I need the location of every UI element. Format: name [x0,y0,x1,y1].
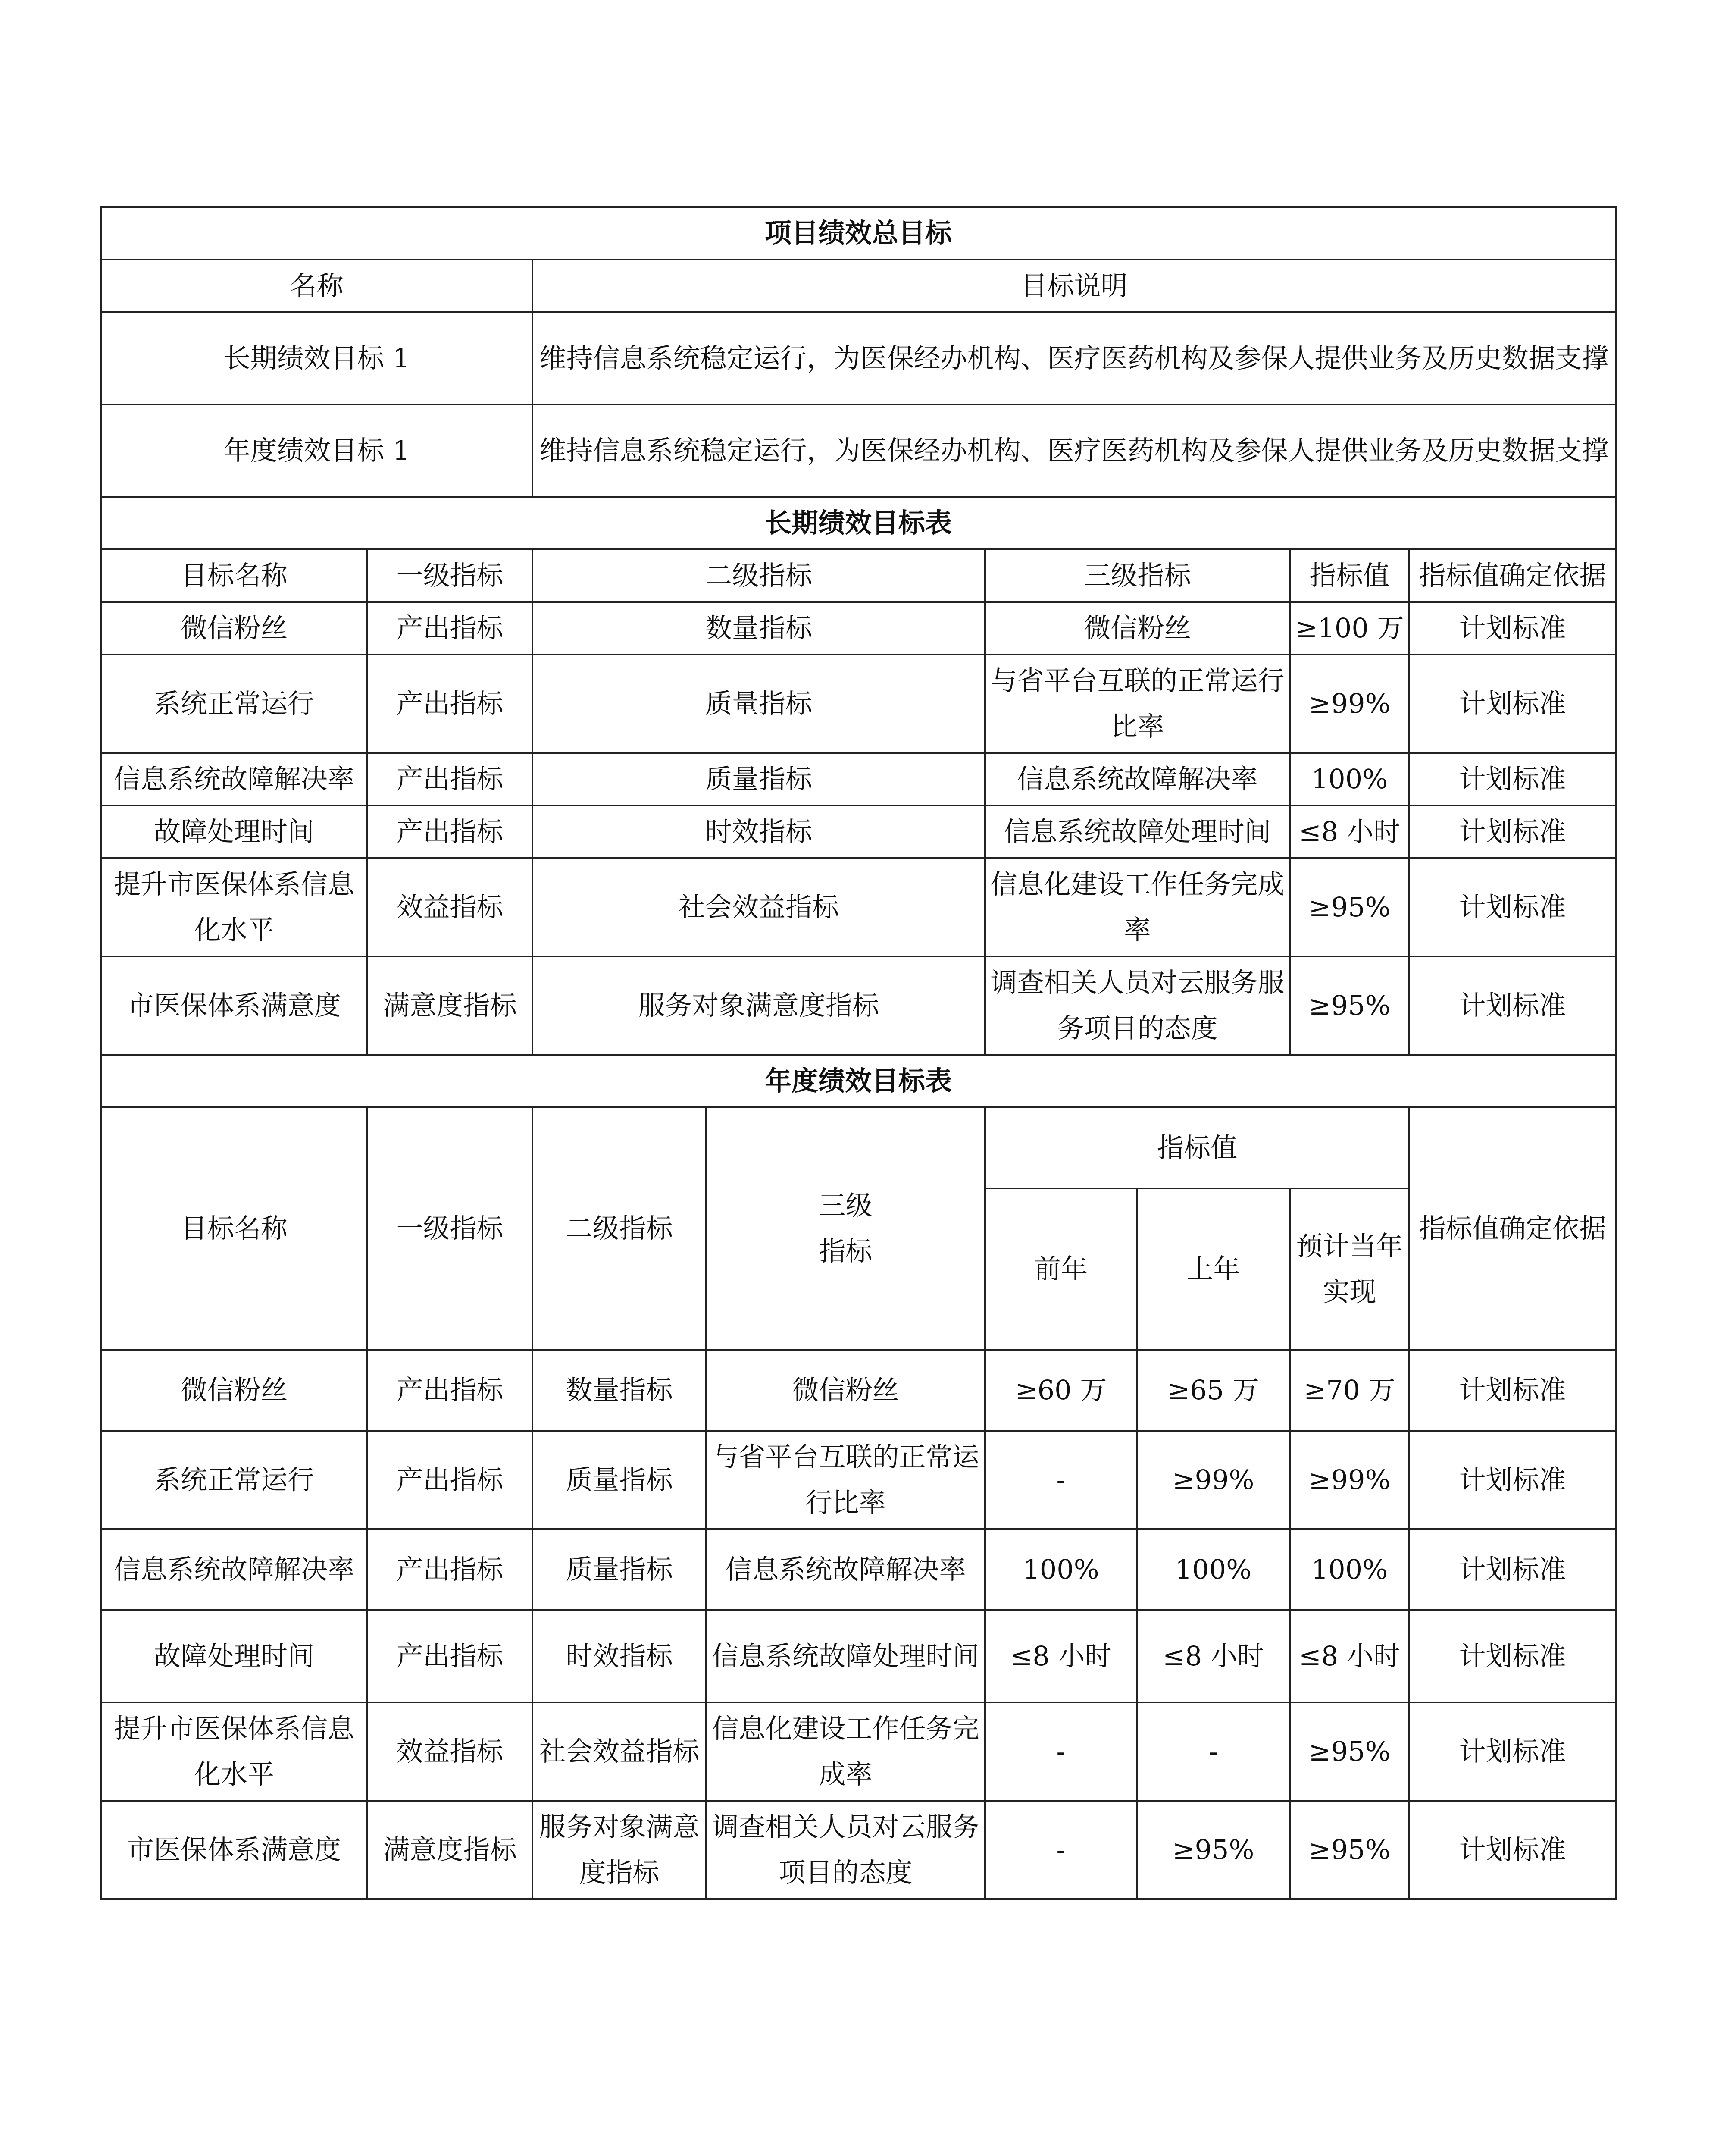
long-term-header: 指标值 [1290,549,1409,602]
long-term-header: 一级指标 [367,549,532,602]
annual-cell-l3: 信息系统故障处理时间 [706,1610,985,1702]
long-term-cell-l3: 调查相关人员对云服务服务项目的态度 [985,956,1290,1055]
annual-header-prev: 前年 [985,1188,1137,1350]
annual-cell-prev: - [985,1801,1137,1899]
annual-cell-name: 信息系统故障解决率 [101,1529,367,1610]
long-term-cell-basis: 计划标准 [1409,602,1616,655]
long-term-cell-l1: 产出指标 [367,753,532,805]
annual-header-l3-line2: 指标 [819,1235,873,1267]
annual-cell-l2: 社会效益指标 [532,1702,706,1801]
annual-header-current: 预计当年实现 [1290,1188,1409,1350]
long-term-cell-name: 信息系统故障解决率 [101,753,367,805]
annual-cell-name: 系统正常运行 [101,1431,367,1529]
annual-header-name: 目标名称 [101,1107,367,1350]
annual-header-l3-line1: 三级 [819,1190,873,1221]
annual-cell-current: 100% [1290,1529,1409,1610]
annual-cell-l2: 质量指标 [532,1431,706,1529]
long-term-cell-l2: 数量指标 [532,602,985,655]
long-term-cell-value: 100% [1290,753,1409,805]
annual-cell-prev: - [985,1431,1137,1529]
annual-cell-l2: 服务对象满意度指标 [532,1801,706,1899]
overall-row-desc: 维持信息系统稳定运行，为医保经办机构、医疗医药机构及参保人提供业务及历史数据支撑 [532,312,1616,404]
overall-header-name: 名称 [101,260,532,312]
long-term-cell-l2: 质量指标 [532,655,985,753]
annual-cell-current: ≥70 万 [1290,1350,1409,1431]
annual-cell-l3: 与省平台互联的正常运行比率 [706,1431,985,1529]
annual-cell-l1: 产出指标 [367,1610,532,1702]
long-term-cell-l3: 与省平台互联的正常运行比率 [985,655,1290,753]
annual-cell-prev: ≥60 万 [985,1350,1137,1431]
annual-cell-name: 提升市医保体系信息化水平 [101,1702,367,1801]
annual-cell-last: - [1137,1702,1290,1801]
long-term-cell-l3: 信息系统故障解决率 [985,753,1290,805]
long-term-cell-l1: 满意度指标 [367,956,532,1055]
long-term-cell-name: 微信粉丝 [101,602,367,655]
long-term-cell-l3: 信息化建设工作任务完成率 [985,858,1290,956]
long-term-cell-basis: 计划标准 [1409,753,1616,805]
long-term-cell-l2: 时效指标 [532,805,985,858]
annual-cell-basis: 计划标准 [1409,1801,1616,1899]
annual-header-last: 上年 [1137,1188,1290,1350]
long-term-cell-basis: 计划标准 [1409,655,1616,753]
long-term-cell-l1: 效益指标 [367,858,532,956]
annual-cell-l1: 产出指标 [367,1431,532,1529]
annual-cell-name: 市医保体系满意度 [101,1801,367,1899]
long-term-cell-name: 市医保体系满意度 [101,956,367,1055]
annual-cell-basis: 计划标准 [1409,1610,1616,1702]
long-term-cell-l3: 信息系统故障处理时间 [985,805,1290,858]
annual-cell-l3: 调查相关人员对云服务项目的态度 [706,1801,985,1899]
performance-table [100,206,1617,1900]
long-term-header: 三级指标 [985,549,1290,602]
annual-cell-last: ≤8 小时 [1137,1610,1290,1702]
long-term-header: 目标名称 [101,549,367,602]
long-term-cell-basis: 计划标准 [1409,805,1616,858]
annual-header-value: 指标值 [985,1107,1409,1188]
annual-cell-current: ≥95% [1290,1702,1409,1801]
annual-cell-basis: 计划标准 [1409,1350,1616,1431]
overall-row-desc: 维持信息系统稳定运行，为医保经办机构、医疗医药机构及参保人提供业务及历史数据支撑 [532,404,1616,497]
long-term-cell-value: ≥99% [1290,655,1409,753]
annual-cell-last: ≥99% [1137,1431,1290,1529]
annual-cell-l3: 信息化建设工作任务完成率 [706,1702,985,1801]
overall-section-title: 项目绩效总目标 [101,207,1616,260]
annual-section-title: 年度绩效目标表 [101,1055,1616,1107]
annual-cell-l2: 时效指标 [532,1610,706,1702]
annual-cell-current: ≥99% [1290,1431,1409,1529]
annual-cell-last: 100% [1137,1529,1290,1610]
long-term-cell-value: ≥95% [1290,956,1409,1055]
annual-header-l1: 一级指标 [367,1107,532,1350]
performance-table-container [100,206,1615,1900]
long-term-cell-name: 提升市医保体系信息化水平 [101,858,367,956]
annual-cell-l2: 质量指标 [532,1529,706,1610]
long-term-cell-basis: 计划标准 [1409,956,1616,1055]
overall-row-name: 年度绩效目标 1 [101,404,532,497]
annual-cell-l3: 微信粉丝 [706,1350,985,1431]
long-term-cell-l1: 产出指标 [367,655,532,753]
overall-row-name: 长期绩效目标 1 [101,312,532,404]
annual-cell-l1: 产出指标 [367,1529,532,1610]
long-term-cell-l2: 质量指标 [532,753,985,805]
long-term-cell-l1: 产出指标 [367,805,532,858]
long-term-cell-basis: 计划标准 [1409,858,1616,956]
long-term-header: 二级指标 [532,549,985,602]
annual-cell-current: ≥95% [1290,1801,1409,1899]
annual-header-basis: 指标值确定依据 [1409,1107,1616,1350]
long-term-cell-value: ≥95% [1290,858,1409,956]
long-term-cell-l2: 服务对象满意度指标 [532,956,985,1055]
long-term-header: 指标值确定依据 [1409,549,1616,602]
annual-cell-prev: ≤8 小时 [985,1610,1137,1702]
long-term-cell-name: 系统正常运行 [101,655,367,753]
annual-cell-l3: 信息系统故障解决率 [706,1529,985,1610]
annual-cell-basis: 计划标准 [1409,1529,1616,1610]
annual-cell-last: ≥65 万 [1137,1350,1290,1431]
long-term-cell-l1: 产出指标 [367,602,532,655]
annual-cell-l1: 效益指标 [367,1702,532,1801]
annual-cell-current: ≤8 小时 [1290,1610,1409,1702]
long-term-cell-l3: 微信粉丝 [985,602,1290,655]
annual-cell-basis: 计划标准 [1409,1702,1616,1801]
long-term-cell-l2: 社会效益指标 [532,858,985,956]
annual-cell-prev: - [985,1702,1137,1801]
annual-cell-last: ≥95% [1137,1801,1290,1899]
annual-header-l3 [706,1107,985,1350]
annual-cell-prev: 100% [985,1529,1137,1610]
annual-cell-l2: 数量指标 [532,1350,706,1431]
annual-cell-basis: 计划标准 [1409,1431,1616,1529]
annual-cell-name: 微信粉丝 [101,1350,367,1431]
long-term-cell-name: 故障处理时间 [101,805,367,858]
annual-cell-name: 故障处理时间 [101,1610,367,1702]
annual-header-l2: 二级指标 [532,1107,706,1350]
long-term-cell-value: ≤8 小时 [1290,805,1409,858]
annual-cell-l1: 满意度指标 [367,1801,532,1899]
overall-header-desc: 目标说明 [532,260,1616,312]
long-term-section-title: 长期绩效目标表 [101,497,1616,549]
annual-cell-l1: 产出指标 [367,1350,532,1431]
long-term-cell-value: ≥100 万 [1290,602,1409,655]
